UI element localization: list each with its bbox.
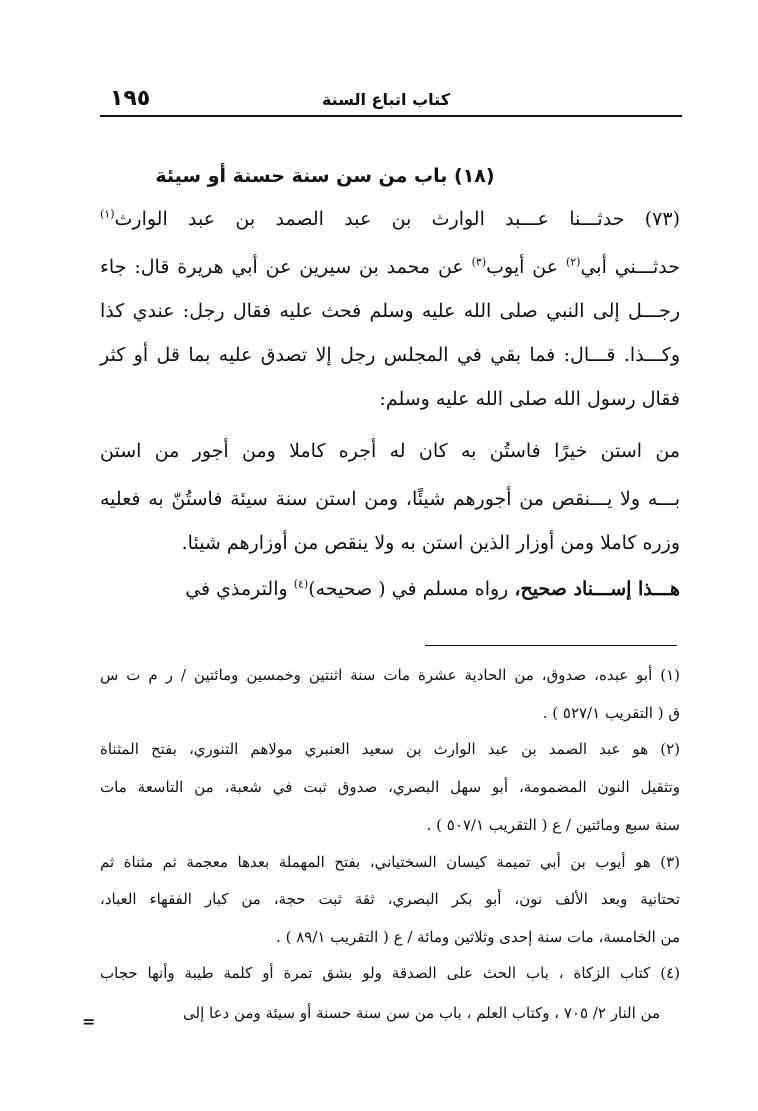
footnote-ref-1[interactable]: (١)	[100, 207, 115, 221]
footnote-3-line-2: تحتانية وبعد الألف نون، أبو بكر البصري، ثقة ثبت حجة، من كبار الفقهاء العباد،	[100, 890, 680, 908]
footnote-2-line-3: سنة سبع ومائتين / ع ( التقريب ٥٠٧/١ ) .	[426, 816, 680, 834]
footnote-2-line-2: وتثقيل النون المضمومة، أبو سهل البصري، صدوق ثبت في شعبة، من التاسعة مات	[100, 778, 680, 796]
hadith-line-4: وكـــذا. قـــال: فما بقي في المجلس رجل إلا تصدق عليه بما قل أو كثر	[100, 344, 680, 366]
running-header	[100, 88, 682, 114]
footnote-4-line-2: من النار ٢/ ٧٠٥ ، وكتاب العلم ، باب من سن سنة حسنة أو سيئة ومن دعا إلى	[183, 1004, 660, 1022]
hadith-line-1: (٧٣) حدثـــنا عـــبد الوارث بن عبد الصمد بن عبد الوارث$^{(١)}$	[100, 207, 680, 230]
footnote-2-line-1: (٢) هو عبد الصمد بن عبد الوارث بن سعيد العنبري مولاهم التنوري، بفتح المثناة	[100, 740, 680, 758]
hadith-line-6: من استن خيرًا فاستُن به كان له أجره كاملا ومن أجور من استن	[100, 440, 680, 462]
hadith-line-3: رجـــل إلى النبي صلى الله عليه وسلم فحث عليه فقال رجل: عندي كذا	[100, 300, 680, 322]
isnad-grade: هـــذا إســـناد صحيح،	[514, 578, 680, 600]
footnote-4-line-1: (٤) كتاب الزكاة ، باب الحث على الصدقة ولو بشق تمرة أو كلمة طيبة وأنها حجاب	[100, 964, 680, 982]
book-title: كتاب اتباع السنة	[321, 90, 450, 109]
hadith-line-2: حدثـــني أبي$^{(٢)}$ عن أيوب$^{(٣)}$ عن محمد بن سيرين عن أبي هريرة قال: جاء	[100, 255, 680, 278]
footnote-divider	[425, 645, 677, 646]
footnote-1-line-2: ق ( التقريب ٥٢٧/١ ) .	[542, 704, 680, 722]
hadith-line-7: بـــه ولا يـــنقص من أجورهم شيئًا، ومن استن سنة سيئة فاستُنّ به فعليه	[100, 488, 680, 510]
footnote-ref-2[interactable]: (٢)	[565, 255, 581, 269]
page-number: ١٩٥	[110, 86, 151, 111]
footnote-3-line-3: من الخامسة، مات سنة إحدى وثلاثين ومائة / ع ( التقريب ٨٩/١ ) .	[276, 928, 680, 946]
continuation-mark: =	[82, 1012, 96, 1031]
hadith-line-8: وزره كاملا ومن أوزار الذين استن به ولا ينقص من أوزارهم شيئا.	[181, 532, 680, 554]
header-divider	[100, 115, 682, 117]
footnote-ref-3[interactable]: (٣)	[471, 255, 487, 269]
footnote-3-line-1: (٣) هو أيوب بن أبي تميمة كيسان السختياني، بفتح المهملة بعدها معجمة ثم مثناة ثم	[100, 853, 680, 871]
hadith-line-9: هـــذا إســـناد صحيح، رواه مسلم في ( صحيحه)$^{(٤)}$ والترمذي في	[185, 577, 680, 600]
footnote-1-line-1: (١) أبو عبده، صدوق، من الحادية عشرة مات سنة اثنتين وخمسين ومائتين / ر م ت س	[100, 666, 680, 684]
chapter-title: (١٨) باب من سن سنة حسنة أو سيئة	[155, 165, 495, 187]
footnote-ref-4[interactable]: (٤)	[293, 577, 309, 591]
hadith-line-5: فقال رسول الله صلى الله عليه وسلم:	[379, 388, 680, 410]
